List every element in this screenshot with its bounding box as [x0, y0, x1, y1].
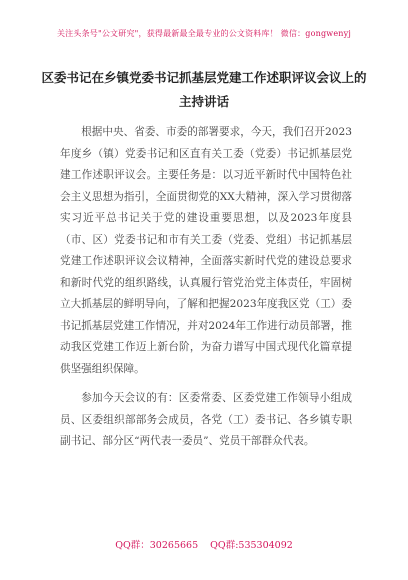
- footer-contact: [0, 537, 408, 551]
- footer-qq-group-2: QQ群:535304092: [210, 540, 293, 551]
- document-title: 区委书记在乡镇党委书记抓基层党建工作述职评议会议上的主持讲话: [41, 70, 367, 109]
- header-banner: 关注头条号"公文研究"，获得最新最全最专业的公文资料库！ 微信：gongwenyj: [56, 29, 352, 38]
- footer-qq-group-1: QQ群：30265665: [115, 540, 199, 551]
- paragraph-opening: 根据中央、省委、市委的部署要求，今天，我们召开2023年度乡（镇）党委书记和区直有关工委（党委）书记抓基层党建工作述职评议会。主要任务是：以习近平新时代中国特色社会主义思想为指引，全面贯彻党的XX大精神，深入学习贯彻落实习近平总书记关于党的建设重要思想，以及2023年度县（市、区）党委书记和市有关工委（党委、党组）书记抓基层党建工作述职评议会议精神，全面落实新时代党的建设总要求和新时代党的组织路线，认真履行管党治党主体责任，牢固树立大抓基层的鲜明导向，了解和把握2023年度我区党（工）委书记抓基层党建工作情况，并对2024年工作进行动员部署，推动我区党建工作迈上新台阶，为奋力谱写中国式现代化篇章提供坚强组织保障。: [60, 126, 352, 375]
- paragraph-attendees: 参加今天会议的有：区委常委、区委党建工作领导小组成员、区委组织部部务会成员，各党（工）委书记、各乡镇专职副书记、部分区“两代表一委员”、党员干部群众代表。: [60, 392, 352, 447]
